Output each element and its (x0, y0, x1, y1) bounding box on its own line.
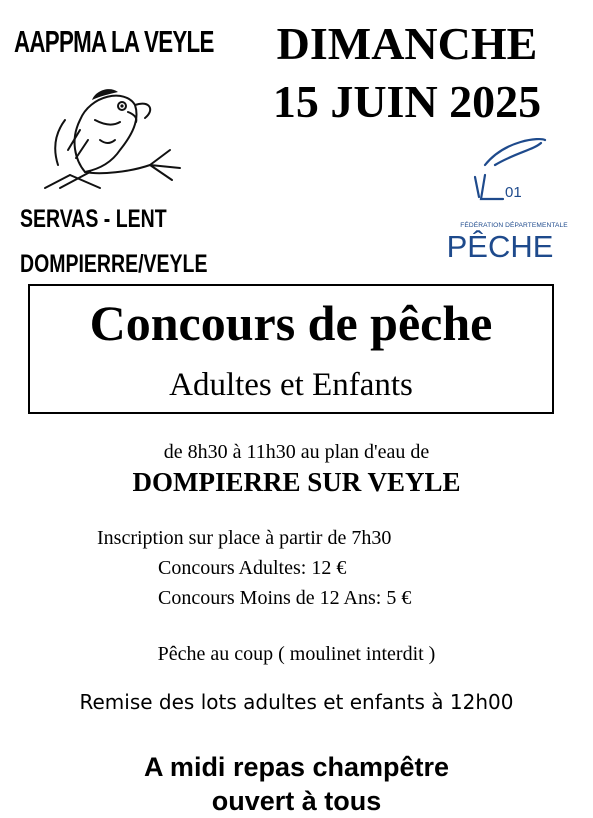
meal-line-2: ouvert à tous (211, 786, 382, 816)
kids-fee: Concours Moins de 12 Ans: 5 € (158, 587, 412, 609)
town-line-1: SERVAS - LENT (20, 205, 167, 233)
event-place: DOMPIERRE SUR VEYLE (132, 467, 461, 497)
club-name: AAPPMA LA VEYLE (14, 24, 214, 59)
event-subtitle: Adultes et Enfants (169, 367, 413, 403)
date-day: DIMANCHE (276, 18, 538, 69)
town-line-2: DOMPIERRE/VEYLE (20, 250, 208, 278)
fishing-method: Pêche au coup ( moulinet interdit ) (157, 643, 436, 665)
date-full: 15 JUIN 2025 (272, 76, 542, 127)
prize-giving: Remise des lots adultes et enfants à 12h00 (79, 690, 514, 714)
meal-line-1: A midi repas champêtre (143, 752, 450, 782)
federation-big-text: PÊCHE (446, 229, 554, 264)
fish-mascot-icon (40, 80, 190, 195)
federation-small-text: FÉDÉRATION DÉPARTEMENTALE (460, 222, 568, 229)
registration-info: Inscription sur place à partir de 7h30 (97, 527, 392, 549)
event-hours: de 8h30 à 11h30 au plan d'eau de (163, 441, 430, 463)
federation-number: 01 (505, 184, 522, 201)
adult-fee: Concours Adultes: 12 € (158, 557, 347, 579)
event-title: Concours de pêche (89, 295, 493, 351)
